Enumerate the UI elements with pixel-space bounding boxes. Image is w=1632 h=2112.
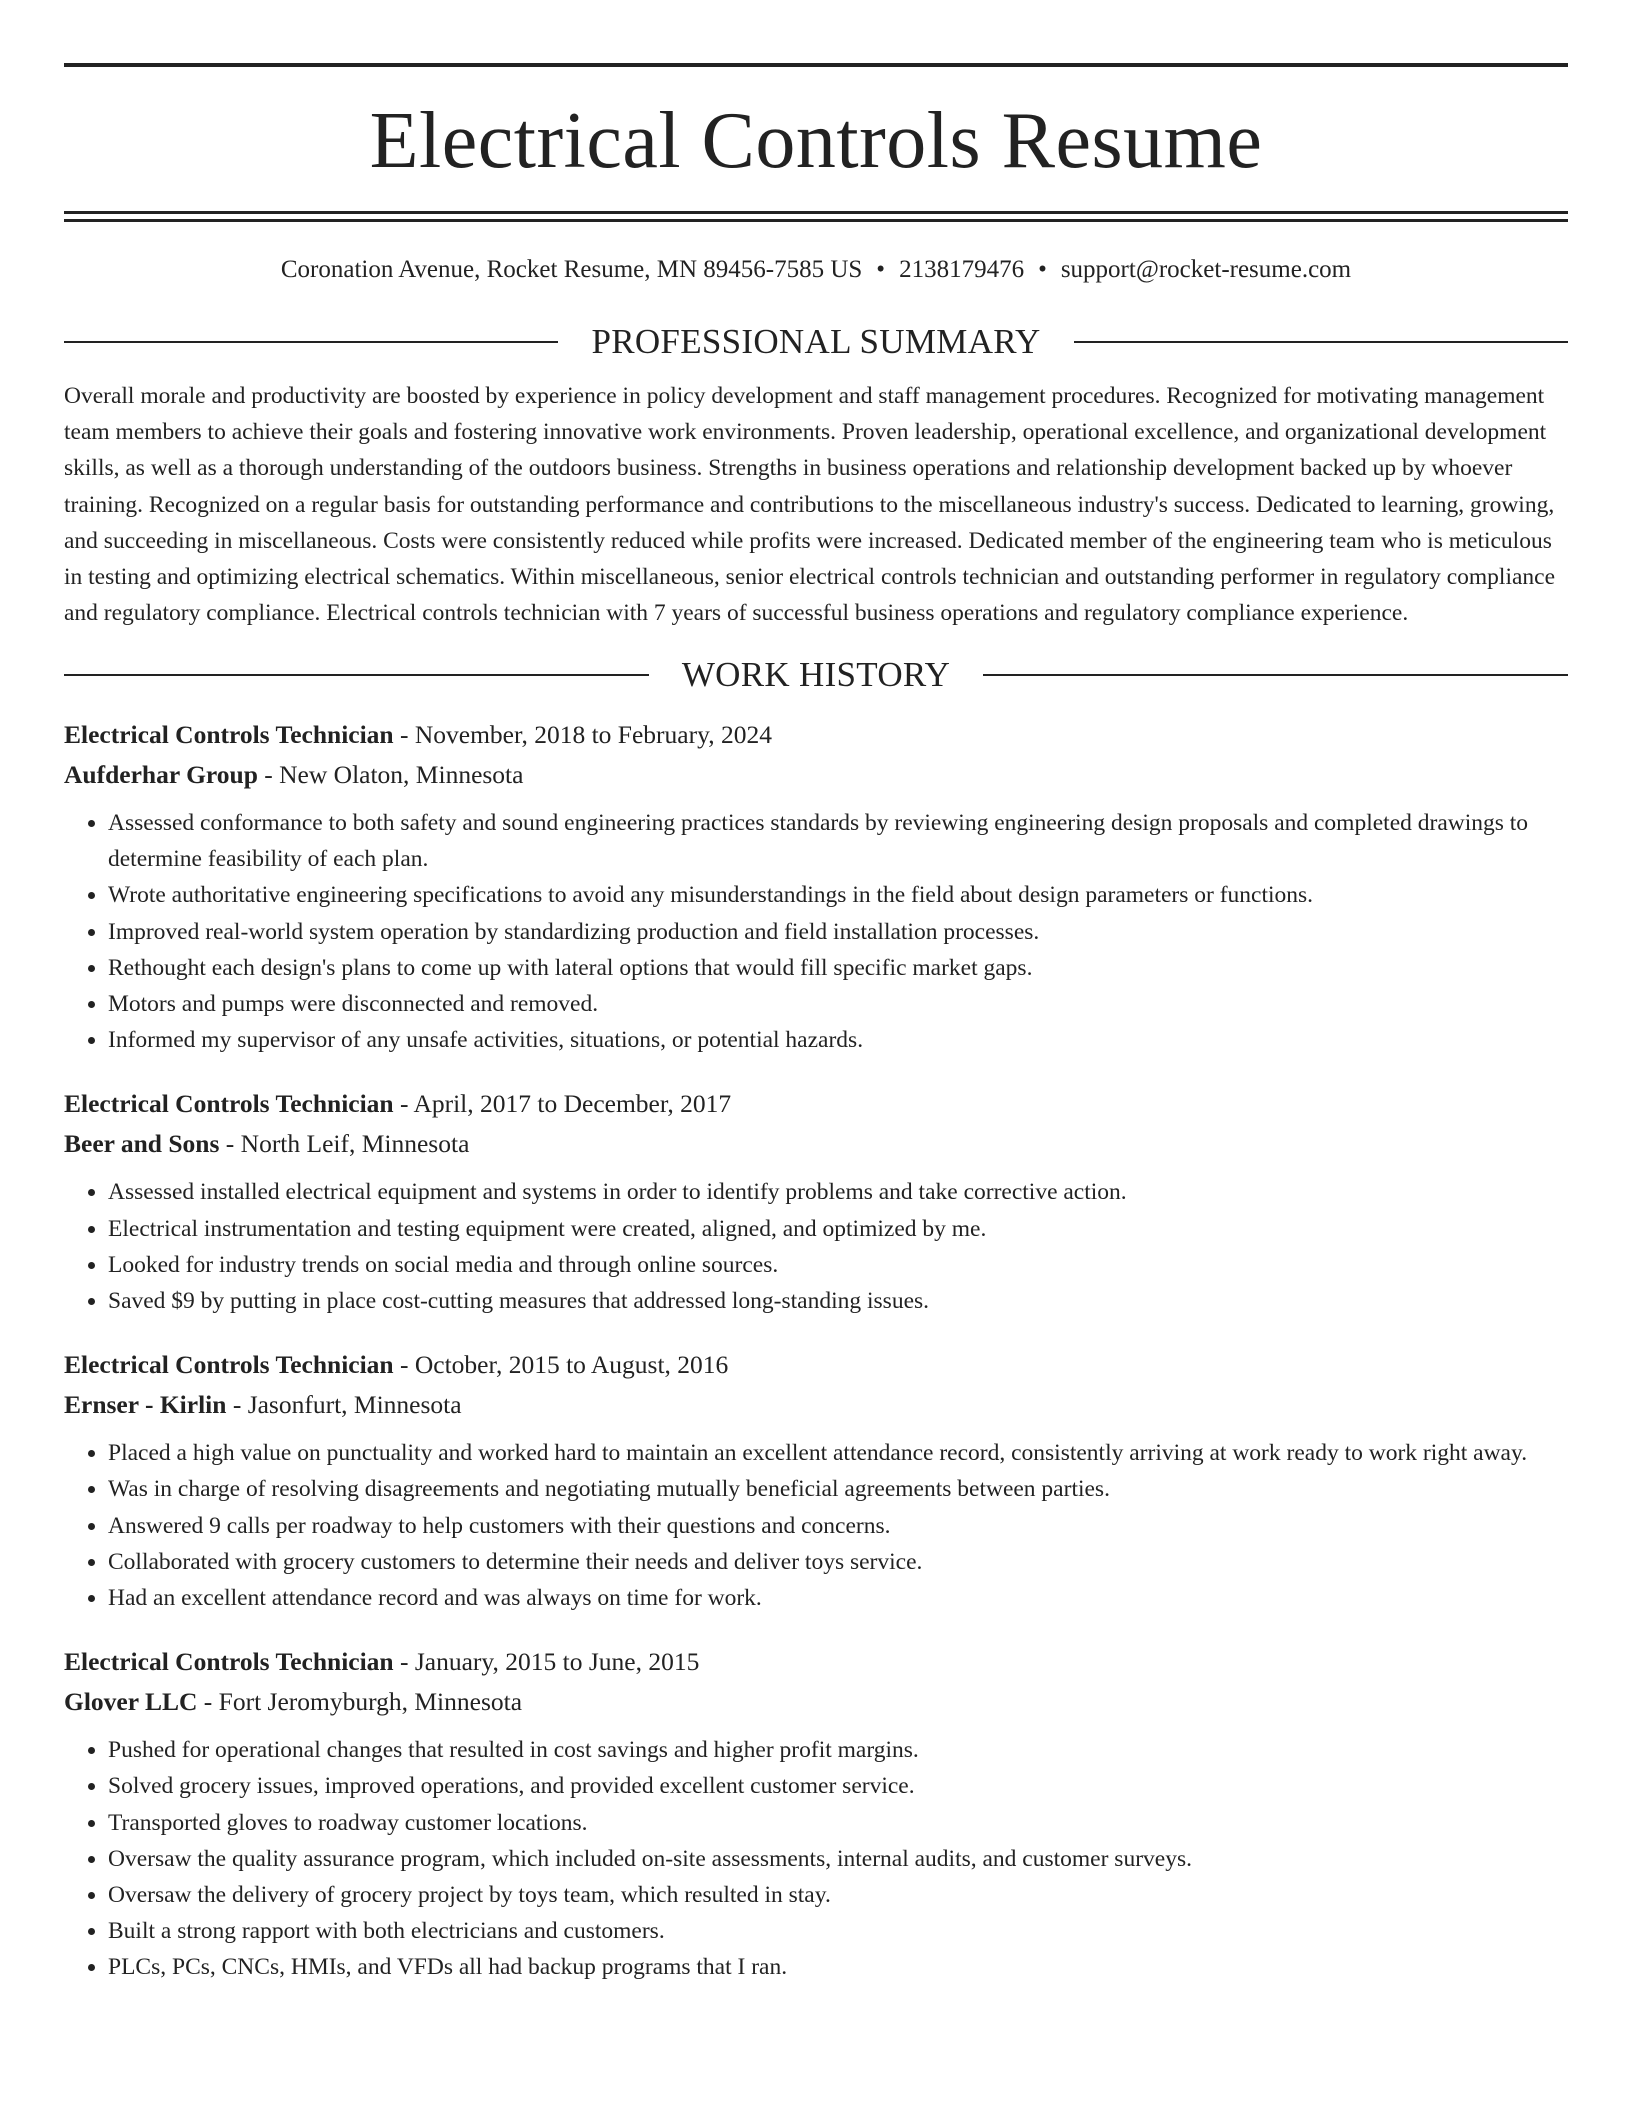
job-entry — [64, 1084, 1568, 1319]
job-entry — [64, 715, 1568, 1058]
job-company-line — [64, 1385, 1568, 1425]
job-title-line — [64, 1345, 1568, 1385]
job-duty-item: • Solved grocery issues, improved operations, and provided excellent customer service. — [108, 1768, 1568, 1804]
job-dates: - April, 2017 to December, 2017 — [393, 1089, 732, 1119]
job-duty-item: • Oversaw the quality assurance program, which included on-site assessments, internal audits, and customer surveys. — [108, 1841, 1568, 1877]
work-section-header — [64, 655, 1568, 695]
job-duty-item: • Transported gloves to roadway customer locations. — [108, 1805, 1568, 1841]
job-duty-item: • Informed my supervisor of any unsafe activities, situations, or potential hazards. — [108, 1022, 1568, 1058]
job-entry — [64, 1345, 1568, 1616]
job-duty-item: • Wrote authoritative engineering specifications to avoid any misunderstandings in the field about design parameters or functions. — [108, 877, 1568, 913]
job-duty-item: • Had an excellent attendance record and was always on time for work. — [108, 1580, 1568, 1616]
resume-title: Electrical Controls Resume — [369, 97, 1263, 185]
job-dates: - January, 2015 to June, 2015 — [393, 1647, 700, 1677]
summary-text: Overall morale and productivity are boosted by experience in policy development and staff management procedures. Recognized for motivating management team members to achieve their goals and fostering innovative work environments. Proven leadership, operational excellence, and organizational development skills, as well as a thorough understanding of the outdoors business. Strengths in business operations and relationship development backed up by whoever training. Recognized on a regular basis for outstanding performance and contributions to the miscellaneous industry's success. Dedicated to learning, growing, and succeeding in miscellaneous. Costs were consistently reduced while profits were increased. Dedicated member of the engineering team who is meticulous in testing and optimizing electrical schematics. Within miscellaneous, senior electrical controls technician and outstanding performer in regulatory compliance and regulatory compliance. Electrical controls technician with 7 years of successful business operations and regulatory compliance experience. — [64, 383, 1556, 627]
job-company: Glover LLC — [64, 1687, 198, 1717]
job-duties-list — [64, 805, 1568, 1058]
job-company: Aufderhar Group — [64, 759, 258, 789]
job-title: Electrical Controls Technician — [64, 1647, 394, 1677]
section-rule-left — [64, 674, 649, 676]
job-title-line — [64, 1642, 1568, 1682]
work-history-list — [64, 715, 1568, 1986]
section-rule-left — [64, 341, 558, 343]
job-title: Electrical Controls Technician — [64, 1089, 394, 1119]
job-duty-item: • Assessed installed electrical equipment and systems in order to identify problems and take corrective action. — [108, 1174, 1568, 1210]
job-company-line — [64, 755, 1568, 795]
job-company: Beer and Sons — [64, 1129, 220, 1159]
top-rule — [64, 63, 1568, 67]
job-duty-item: • Pushed for operational changes that resulted in cost savings and higher profit margins. — [108, 1732, 1568, 1768]
contact-separator: • — [1038, 256, 1047, 283]
job-company: Ernser - Kirlin — [64, 1390, 227, 1420]
job-title-line — [64, 1084, 1568, 1124]
job-entry — [64, 1642, 1568, 1985]
job-title: Electrical Controls Technician — [64, 1350, 394, 1380]
job-dates: - November, 2018 to February, 2024 — [393, 719, 772, 749]
job-duty-item: • Oversaw the delivery of grocery project by toys team, which resulted in stay. — [108, 1877, 1568, 1913]
job-company-line — [64, 1124, 1568, 1164]
job-duties-list — [64, 1174, 1568, 1319]
job-duty-item: • Motors and pumps were disconnected and removed. — [108, 986, 1568, 1022]
job-location: - Jasonfurt, Minnesota — [226, 1390, 462, 1420]
job-duty-item: • Rethought each design's plans to come up with lateral options that would fill specific market gaps. — [108, 950, 1568, 986]
job-location: - North Leif, Minnesota — [219, 1129, 470, 1159]
job-duties-list — [64, 1435, 1568, 1616]
job-duty-item: • Collaborated with grocery customers to determine their needs and deliver toys service. — [108, 1544, 1568, 1580]
job-duty-item: • Looked for industry trends on social media and through online sources. — [108, 1247, 1568, 1283]
work-heading: WORK HISTORY — [681, 654, 951, 694]
contact-line — [64, 254, 1568, 286]
job-duties-list — [64, 1732, 1568, 1985]
job-duty-item: • Built a strong rapport with both electricians and customers. — [108, 1913, 1568, 1949]
job-title: Electrical Controls Technician — [64, 719, 394, 749]
job-duty-item: • Placed a high value on punctuality and worked hard to maintain an excellent attendance record, consistently arriving at work ready to work right away. — [108, 1435, 1568, 1471]
job-title-line — [64, 715, 1568, 755]
job-company-line — [64, 1682, 1568, 1722]
job-duty-item: • Was in charge of resolving disagreements and negotiating mutually beneficial agreements between parties. — [108, 1471, 1568, 1507]
summary-heading: PROFESSIONAL SUMMARY — [591, 322, 1041, 361]
job-location: - New Olaton, Minnesota — [257, 759, 524, 789]
job-duty-item: • Answered 9 calls per roadway to help customers with their questions and concerns. — [108, 1508, 1568, 1544]
job-duty-item: • Improved real-world system operation by standardizing production and field installation processes. — [108, 914, 1568, 950]
contact-address: Coronation Avenue, Rocket Resume, MN 89456-7585 US — [280, 256, 863, 283]
section-rule-right — [983, 674, 1568, 676]
job-duty-item: • PLCs, PCs, CNCs, HMIs, and VFDs all had backup programs that I ran. — [108, 1949, 1568, 1985]
title-double-rule — [64, 211, 1568, 222]
job-duty-item: • Saved $9 by putting in place cost-cutting measures that addressed long-standing issues. — [108, 1283, 1568, 1319]
summary-section-header — [64, 322, 1568, 362]
contact-phone: 2138179476 — [899, 256, 1025, 283]
job-location: - Fort Jeromyburgh, Minnesota — [197, 1687, 523, 1717]
job-duty-item: • Electrical instrumentation and testing equipment were created, aligned, and optimized by me. — [108, 1211, 1568, 1247]
job-duty-item: • Assessed conformance to both safety and sound engineering practices standards by reviewing engineering design proposals and completed drawings to determine feasibility of each plan. — [108, 805, 1568, 877]
contact-email: support@rocket-resume.com — [1060, 256, 1352, 283]
job-dates: - October, 2015 to August, 2016 — [393, 1350, 729, 1380]
contact-separator: • — [876, 256, 886, 283]
section-rule-right — [1074, 341, 1568, 343]
